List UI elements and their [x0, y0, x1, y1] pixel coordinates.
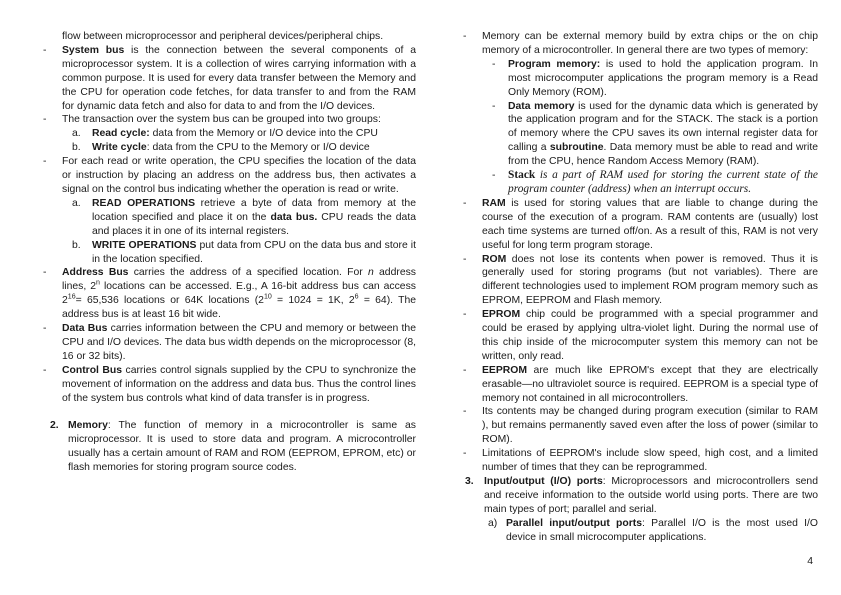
letter-marker: b.	[72, 142, 81, 154]
bullet-text: chip could be programmed with a special programmer and could be erased by applying ultra-violet light. During the normal use of this chip inside of the microcomputer system this memory can not be written, only read.	[482, 309, 818, 362]
dash-bullet-marker: -	[43, 267, 47, 279]
bullet-text: does not lose its contents when power is removed. Thus it is generally used for storing programs (but not variables). There are different technologies used to implement ROM program memory such as EPROM, EEPROM and Flash memory.	[482, 253, 818, 307]
dash-bullet-marker: -	[463, 253, 467, 265]
sub-bullet-lead-term: Stack	[508, 169, 536, 182]
paragraph-flow-continuation	[62, 30, 416, 44]
sub-item-text: put data from CPU on the data bus and store it in the location specified.	[92, 239, 416, 265]
dash-bullet-marker: -	[43, 364, 47, 376]
sub-item-write-operations	[72, 239, 416, 267]
page-number: 4	[807, 556, 813, 567]
sub-bullet-data-memory	[492, 100, 818, 170]
dash-bullet-marker: -	[463, 197, 467, 209]
sub-bullet-lead-term-2: subroutine	[549, 142, 604, 154]
sub-item-text: retrieve a byte of data from memory at the location specified and place it on the	[92, 197, 416, 223]
sub-bullet-text-2: . Data memory must be able to read and write from the CPU, hence Random Access Memory (RAM).	[508, 142, 818, 168]
right-text-column	[458, 30, 818, 545]
numbered-item-text: : Microprocessors and microcontrollers send and receive information to the outside world using ports. There are two main types of port; parallel and serial.	[484, 476, 818, 515]
sub-bullet-text: is used for the dynamic data which is generated by the application program and for the STACK. The stack is a portion of memory where the CPU saves its own internal register data for calling a	[508, 100, 818, 154]
bullet-text: is the connection between the several components of a microprocessor system. It is a collection of wires carrying information with a common purpose. It is used for every data transfer between the Memory and the CPU for operation code fetches, for data transfer to and from the RAM for dynamic data fetch and also for data to and from the I/O devices.	[62, 44, 416, 112]
bullet-address-bus	[43, 266, 416, 322]
bullet-control-bus	[43, 364, 416, 406]
dash-bullet-marker: -	[463, 309, 467, 321]
bullet-lead-term: EEPROM	[482, 364, 528, 376]
left-text-column	[38, 30, 416, 475]
numbered-item-memory	[50, 419, 416, 475]
bullet-data-bus	[43, 322, 416, 364]
dash-bullet-marker: -	[463, 448, 467, 460]
sub-item-text: data from the Memory or I/O device into the CPU	[149, 128, 378, 140]
numbered-item-text: : The function of memory in a microcontroller is same as microprocessor. It is used to store data and program. A microcontroller usually has a certain amount of RAM and ROM (EEPROM, EPROM, etc) or flash memories for storing program source codes.	[68, 420, 416, 474]
dash-bullet-marker: -	[492, 170, 496, 182]
letter-marker: a.	[72, 197, 81, 209]
numbered-item-lead-term: Memory	[68, 420, 108, 432]
bullet-memory-types	[463, 30, 818, 58]
sub-item-text: : Parallel I/O is the most used I/O device in small microcomputer applications.	[506, 517, 818, 543]
sub-bullet-text: is used to hold the application program. In most microcomputer applications the program memory is a Read Only Memory (ROM).	[508, 58, 818, 98]
sub-item-lead-term: READ OPERATIONS	[92, 197, 195, 209]
dash-bullet-marker: -	[43, 114, 47, 126]
superscript-10: 10	[263, 293, 272, 301]
bullet-text: Memory can be external memory build by extra chips or the on chip memory of a microcontroller. In general there are two types of memory:	[482, 31, 818, 56]
bullet-lead-term: Address Bus	[62, 267, 129, 279]
dash-bullet-marker: -	[463, 364, 467, 376]
sub-item-lead-term: Write cycle	[92, 142, 147, 154]
dash-bullet-marker: -	[43, 156, 47, 168]
sub-item-parallel-io-ports	[488, 517, 818, 545]
letter-marker: a.	[72, 128, 81, 140]
dash-bullet-marker: -	[492, 58, 496, 70]
bullet-system-bus	[43, 44, 416, 114]
sub-item-text: : data from the CPU to the Memory or I/O device	[146, 142, 370, 154]
bullet-text: The transaction over the system bus can be grouped into two groups:	[62, 114, 381, 126]
bullet-ram	[463, 197, 818, 253]
paragraph-text: flow between microprocessor and peripheral devices/peripheral chips.	[62, 31, 384, 42]
bullet-lead-term: ROM	[482, 253, 507, 265]
variable-n: n	[368, 267, 374, 279]
number-marker: 2.	[50, 420, 59, 432]
numbered-item-lead-term: Input/output (I/O) ports	[484, 476, 603, 487]
bullet-eeprom-limitations	[463, 447, 818, 475]
bullet-eeprom-contents	[463, 405, 818, 447]
sub-bullet-lead-term: Data memory	[508, 100, 575, 112]
bullet-lead-term: RAM	[482, 197, 506, 209]
bullet-rom	[463, 253, 818, 309]
bullet-text: carries control signals supplied by the CPU to synchronize the movement of information on the address and data bus. Thus the control lines of the system bus controls what kind of data transfer is in progress.	[62, 364, 416, 404]
superscript-n: n	[96, 279, 100, 287]
superscript-6: 6	[354, 293, 359, 301]
sub-item-write-cycle	[72, 141, 416, 155]
sub-bullet-text: is a part of RAM used for storing the current state of the program counter (address) when an interrupt occurs.	[508, 169, 818, 195]
dash-bullet-marker: -	[463, 406, 467, 418]
bullet-text: carries the address of a specified location. For n address lines, 2$^n$ locations can be accessed. E.g., A 16-bit address bus can access $2^{16}= 65,536$ locations or 64K locations ($2^{10} = 1024 = 1K$, $2^6 = 64$). The address bus is at least 16 bit wide.	[62, 267, 416, 321]
bullet-text: is used for storing values that are liable to change during the course of the execution of a program. RAM contents are (usually) lost each time systems are turned off/on. As a result of this, RAM is not very useful for long term program storage.	[482, 197, 818, 251]
bullet-lead-term: System bus	[62, 44, 125, 56]
bullet-text: are much like EPROM's except that they are electrically erasable—no ultraviolet source is required. EEPROM is a special type of memory not contained in all microcontrollers.	[482, 364, 818, 404]
paragraph-spacer	[38, 405, 416, 419]
sub-item-lead-term-2: data bus.	[270, 211, 318, 223]
sub-item-read-cycle	[72, 127, 416, 141]
numbered-item-io-ports	[465, 475, 818, 517]
sub-bullet-program-memory	[492, 58, 818, 100]
bullet-read-write-operation	[43, 155, 416, 197]
dash-bullet-marker: -	[43, 323, 47, 335]
bullet-lead-term: EPROM	[482, 309, 521, 321]
dash-bullet-marker: -	[463, 31, 467, 42]
letter-marker: b.	[72, 239, 81, 251]
dash-bullet-marker: -	[492, 100, 496, 112]
bullet-eprom	[463, 308, 818, 364]
bullet-transaction-groups	[43, 113, 416, 127]
bullet-text: For each read or write operation, the CPU specifies the location of the data or instruction by placing an address on the address bus, then activates a signal on the control bus indicating whether the operation is read or write.	[62, 156, 416, 195]
superscript-16: 16	[67, 293, 76, 301]
dash-bullet-marker: -	[43, 44, 47, 56]
sub-item-lead-term: WRITE OPERATIONS	[92, 239, 197, 251]
bullet-lead-term: Control Bus	[62, 364, 123, 376]
bullet-text: carries information between the CPU and memory or between the CPU and I/O devices. The data bus width depends on the microprocessor (8, 16 or 32 bits).	[62, 323, 416, 362]
sub-item-text-2: CPU reads the data and places it in one of its internal registers.	[92, 211, 416, 237]
sub-item-lead-term: Parallel input/output ports	[506, 517, 643, 529]
bullet-eeprom	[463, 364, 818, 406]
bullet-text: Its contents may be changed during program execution (similar to RAM ), but remains permanently saved even after the loss of power (similar to ROM).	[482, 406, 818, 446]
sub-bullet-stack	[492, 169, 818, 197]
sub-item-read-operations	[72, 197, 416, 239]
sub-item-lead-term: Read cycle:	[92, 128, 150, 140]
letter-marker: a)	[488, 517, 498, 529]
number-marker: 3.	[465, 476, 474, 487]
sub-bullet-lead-term: Program memory:	[508, 58, 601, 70]
bullet-text: Limitations of EEPROM's include slow speed, high cost, and a limited number of times that they can be reprogrammed.	[482, 448, 818, 474]
bullet-lead-term: Data Bus	[62, 323, 108, 335]
